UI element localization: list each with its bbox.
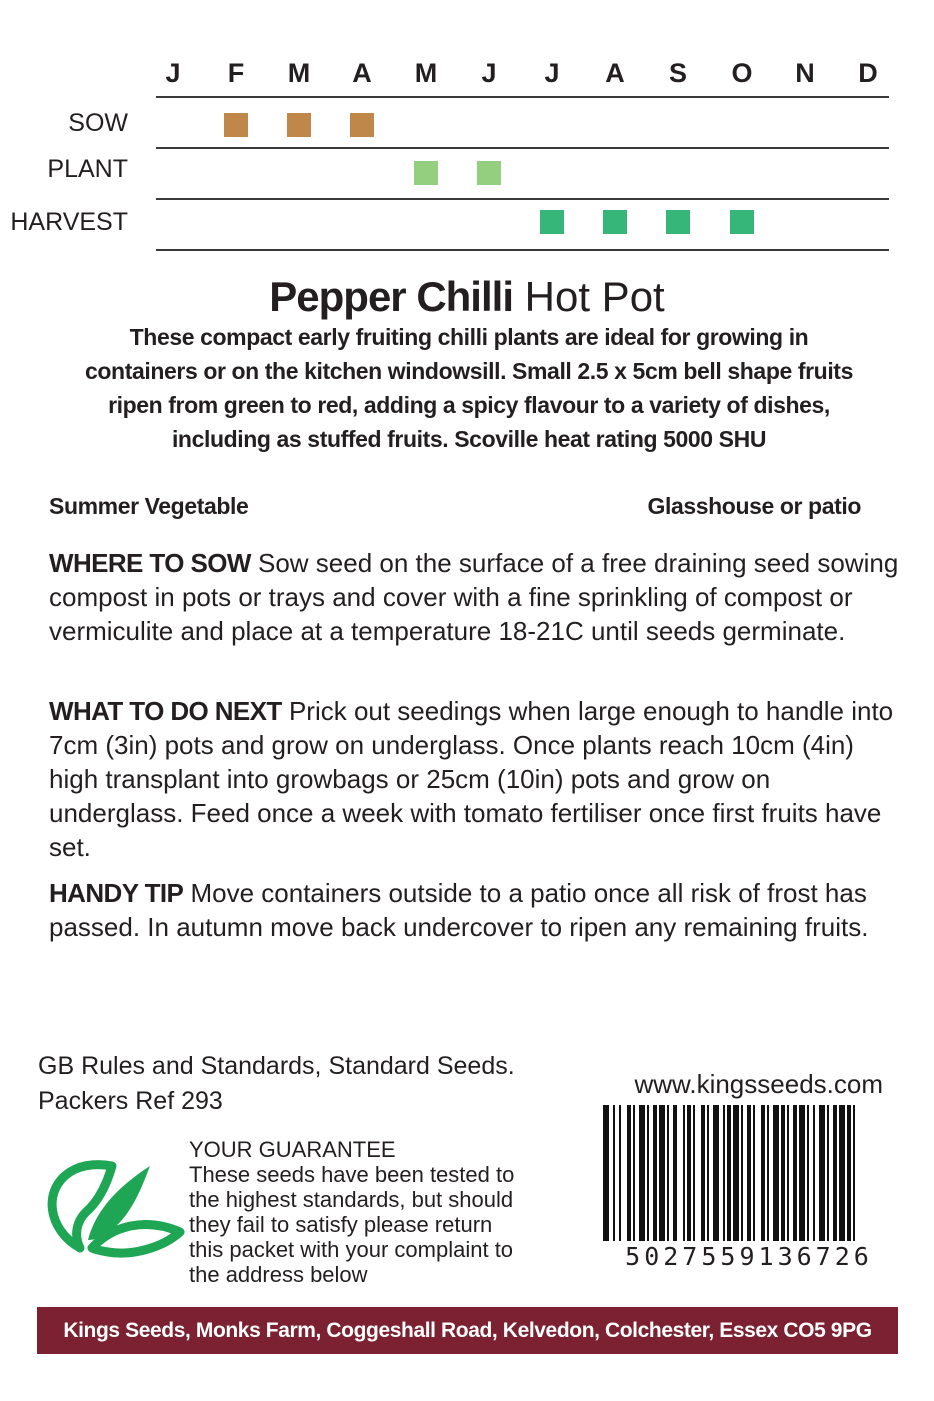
standards-info [38,1049,515,1119]
description-line: including as stuffed fruits. Scoville heat rating 5000 SHU [171,426,767,452]
barcode-bar [833,1105,837,1241]
barcode-bar [707,1105,709,1241]
plant-row-label: PLANT [47,155,128,183]
calendar-divider [156,96,889,98]
section-body: Prick out seedings when large enough to handle into 7cm (3in) pots and grow on underglass. Once plants reach 10cm (4in) high transplant into growbags or 25cm (10in) pots and grow on underglass. Feed once a week with tomato fertiliser once first fruits have set. [49,696,894,862]
barcode-bar [687,1105,691,1241]
month-header [156,56,912,92]
barcode-bar [853,1105,855,1241]
guarantee-line: These seeds have been tested to [189,1162,515,1187]
barcode-bar [653,1105,657,1241]
month-label: O [731,58,753,88]
barcode-number: 5027559136726 [625,1242,873,1271]
barcode-bar [603,1105,609,1241]
barcode-bar [633,1105,635,1241]
rules-line: GB Rules and Standards, Standard Seeds. [38,1052,515,1080]
sow-month-marker [287,113,311,137]
barcode-bar [713,1105,719,1241]
month-label: M [287,58,311,88]
guarantee-line: they fail to satisfy please return [189,1212,493,1237]
what-to-do-next-section [49,694,899,864]
sow-month-marker [224,113,248,137]
address-bar [37,1307,898,1354]
month-label: J [544,58,560,88]
barcode-bar [787,1105,789,1241]
guarantee-line: the highest standards, but should [189,1187,514,1212]
barcode-bar [723,1105,725,1241]
harvest-month-marker [603,210,627,234]
plant-month-marker [477,161,501,185]
barcode-bar [659,1105,665,1241]
month-label: S [668,58,687,88]
barcode-bar [619,1105,621,1241]
barcode-bar [613,1105,615,1241]
barcode-bar [753,1105,755,1241]
handy-tip-section [49,876,899,944]
plant-month-marker [414,161,438,185]
barcode-bar [847,1105,851,1241]
variety-name: Hot Pot [524,273,665,320]
barcode-bar [793,1105,797,1241]
month-label: J [481,58,497,88]
vegetable-type: Summer Vegetable [49,493,249,519]
product-title [0,272,934,322]
barcode-bar [647,1105,649,1241]
section-heading: WHERE TO SOW [49,548,251,578]
barcode-bar [781,1105,785,1241]
section-body: Move containers outside to a patio once all risk of frost has passed. In autumn move back undercover to ripen any remaining fruits. [49,878,869,942]
month-label: A [352,58,372,88]
barcode-bar [627,1105,631,1241]
barcode-bar [667,1105,669,1241]
month-label: A [605,58,625,88]
sow-month-marker [350,113,374,137]
description-line: ripen from green to red, adding a spicy flavour to a variety of dishes, [108,392,830,418]
website-link[interactable]: www.kingsseeds.com [634,1069,883,1099]
month-label: M [414,58,438,88]
barcode-bar [701,1105,705,1241]
barcode-bar [741,1105,743,1241]
barcode-bar [819,1105,825,1241]
barcode-bar [693,1105,695,1241]
month-label: F [227,58,245,88]
guarantee-line: the address below [189,1262,368,1287]
harvest-month-marker [666,210,690,234]
growing-location: Glasshouse or patio [647,493,861,519]
description-line: containers or on the kitchen windowsill. Small 2.5 x 5cm bell shape fruits [85,358,853,384]
barcode-bar [799,1105,805,1241]
barcode-bar [827,1105,829,1241]
barcode-bar [813,1105,815,1241]
harvest-month-marker [730,210,754,234]
sow-row-label: SOW [68,109,128,137]
where-to-sow-section [49,546,899,648]
section-heading: WHAT TO DO NEXT [49,696,282,726]
calendar-divider [156,147,889,149]
month-label: D [858,58,878,88]
barcode-bar [747,1105,751,1241]
company-address: Kings Seeds, Monks Farm, Coggeshall Road, Kelvedon, Colchester, Essex CO5 9PG [63,1319,872,1342]
barcode-bar [839,1105,845,1241]
barcode-bar [773,1105,779,1241]
month-label: J [165,58,181,88]
month-label: N [795,58,815,88]
barcode-bar [673,1105,677,1241]
calendar-divider [156,249,889,251]
barcode-bar [807,1105,809,1241]
barcode-bar [683,1105,685,1241]
packers-ref: Packers Ref 293 [38,1087,223,1115]
section-heading: HANDY TIP [49,878,184,908]
barcode-bar [639,1105,645,1241]
guarantee-block [189,1137,579,1287]
barcode-bar [727,1105,731,1241]
barcode [603,1105,895,1241]
barcode-bar [761,1105,765,1241]
barcode-bar [767,1105,769,1241]
guarantee-line: this packet with your complaint to [189,1237,514,1262]
product-description [40,320,898,456]
guarantee-title: YOUR GUARANTEE [189,1137,396,1162]
description-line: These compact early fruiting chilli plants are ideal for growing in [129,324,809,350]
product-name: Pepper Chilli [269,273,513,320]
harvest-row-label: HARVEST [10,208,128,236]
section-body: Sow seed on the surface of a free draining seed sowing compost in pots or trays and cover with a fine sprinkling of compost or vermiculite and place at a temperature 18-21C until seeds germinate. [49,548,899,646]
leaf-logo-icon [40,1160,188,1260]
barcode-bar [733,1105,739,1241]
harvest-month-marker [540,210,564,234]
calendar-divider [156,198,889,200]
